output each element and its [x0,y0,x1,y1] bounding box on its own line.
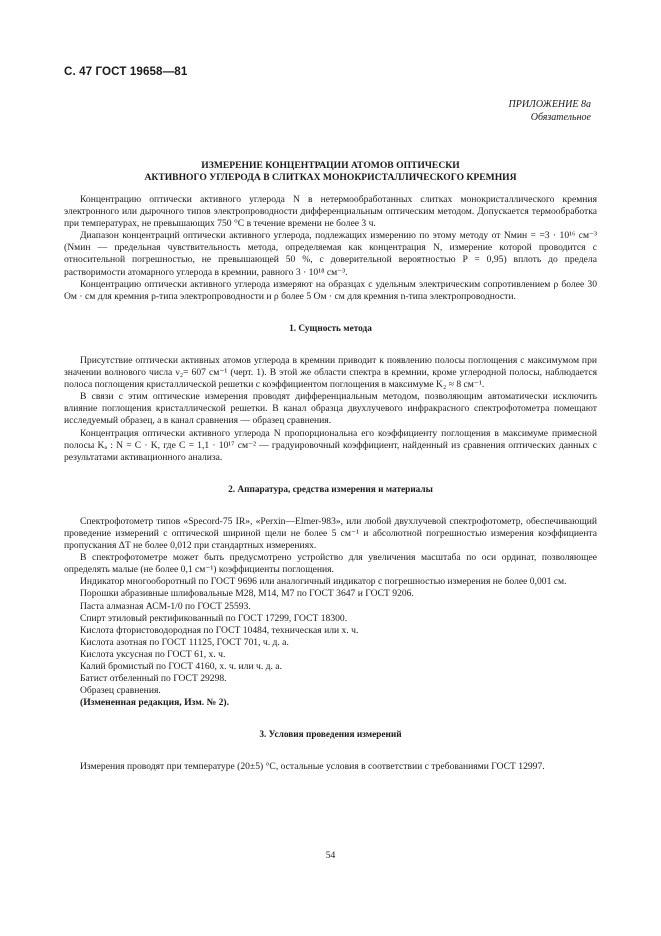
intro-paragraph: Диапазон концентраций оптически активного углерода, подлежащих измерению по этому методу от Nмин = =3 · 10¹⁶ см⁻³ (Nмин — предельная чувствительность метода, определяемая как концентрация N, измерение которой проводится с относительной погрешностью, не превышающей 50 %, с доверительной вероятностью P = 0,95) вплоть до предела растворимости атомарного углерода в кремнии, равного 3 · 10¹⁸ см⁻³. [64,230,597,278]
page-header: С. 47 ГОСТ 19658—81 [64,65,188,78]
materials-list-item: Спирт этиловый ректификованный по ГОСТ 17299, ГОСТ 18300. [80,612,348,624]
document-body [64,160,597,774]
revision-note: (Измененная редакция, Изм. № 2). [80,697,230,709]
materials-list-item: Батист отбеленный по ГОСТ 29298. [80,673,227,685]
materials-list-item: Образец сравнения. [80,685,161,697]
section-1-paragraph: Концентрация оптически активного углерода N пропорциональна его коэффициенту поглощения в максимуме примесной полосы Kₐ : N = C · K, где C = 1,1 · 10¹⁷ см⁻² — градуировочный коэффициент, найденный из сравнения оптических данных с результатами активационного анализа. [64,427,597,463]
appendix-label-block [509,98,592,124]
title-line-2: АКТИВНОГО УГЛЕРОДА В СЛИТКАХ МОНОКРИСТАЛЛИЧЕСКОГО КРЕМНИЯ [144,172,517,183]
materials-list-item: Кислота уксусная по ГОСТ 61, х. ч. [80,648,226,660]
section-3-block [64,761,597,773]
materials-list-item: Порошки абразивные шлифовальные М28, М14, М7 по ГОСТ 3647 и ГОСТ 9206. [80,588,414,600]
section-3-paragraph: Измерения проводят при температуре (20±5) °С, остальные условия в соответствии с требованиями ГОСТ 12997. [80,761,545,773]
section-2-paragraph: Спектрофотометр типов «Specord-75 IR», «Perxin—Elmer-983», или любой двухлучевой спектрофотометр, обеспечивающий проведение измерений с оптической шириной щели не более 5 см⁻¹ и абсолютной погрешностью измерения коэффициента пропускания ΔT не более 0,012 при стандартных измерениях. [64,515,597,552]
materials-list-item: Кислота азотная по ГОСТ 11125, ГОСТ 701, ч. д. а. [80,636,289,648]
intro-paragraph: Концентрацию оптически активного углерода измеряют на образцах с удельным электрическим сопротивлением ρ более 30 Ом · см для кремния p-типа электропроводности и ρ более 5 Ом · см для кремния n-типа электропроводности. [64,278,597,302]
appendix-status: Обязательное [530,112,591,123]
section-2-block [64,516,597,710]
section-heading-2: 2. Аппаратура, средства измерения и материалы [228,484,433,495]
materials-list-item: Паста алмазная АСМ-1/0 по ГОСТ 25593. [80,600,251,612]
materials-list-item: Кислота фтористоводородная по ГОСТ 10484, техническая или х. ч. [80,624,359,636]
title-line-1: ИЗМЕРЕНИЕ КОНЦЕНТРАЦИИ АТОМОВ ОПТИЧЕСКИ [201,160,460,171]
section-heading-1: 1. Сущность метода [289,323,372,334]
section-1-paragraph: Присутствие оптически активных атомов углерода в кремнии приводит к появлению полосы поглощения с максимумом при значении волнового числа ν₂= 607 см⁻¹ (черт. 1). В этой же области спектра в кремнии, кроме углеродной полосы, наблюдается полоса поглощения кристаллической решетки с коэффициентом поглощения в максимуме K₂ ≈ 8 см⁻¹. [64,354,597,391]
section-2-paragraph: В спектрофотометре может быть предусмотрено устройство для увеличения масштаба по оси ординат, позволяющее определять малые (не более 0,1 см⁻¹) коэффициенты поглощения. [64,552,597,576]
document-title [64,160,597,184]
section-heading-3: 3. Условия проведения измерений [259,730,402,741]
appendix-label: ПРИЛОЖЕНИЕ 8а [508,99,591,110]
intro-block [64,194,597,303]
section-1-block [64,355,597,464]
page-number: 54 [325,850,336,861]
intro-paragraph: Концентрацию оптически активного углерода N в нетермообработанных слитках монокристаллического кремния электронного или дырочного типов электропроводности дифференциальным оптическим методом. Допускается термообработка при температурах, не превышающих 750 °С в течение времени не более 3 ч. [64,194,597,230]
section-2-paragraph: Индикатор многооборотный по ГОСТ 9696 или аналогичный индикатор с погрешностью измерения не более 0,001 см. [80,576,567,588]
section-1-paragraph: В связи с этим оптические измерения проводят дифференциальным методом, позволяющим автоматически исключить влияние поглощения кристаллической решетки. В канал образца двухлучевого инфракрасного спектрофотометра помещают исследуемый образец, а в канал сравнения — образец сравнения. [64,391,597,427]
materials-list-item: Калий бромистый по ГОСТ 4160, х. ч. или ч. д. а. [80,661,282,672]
